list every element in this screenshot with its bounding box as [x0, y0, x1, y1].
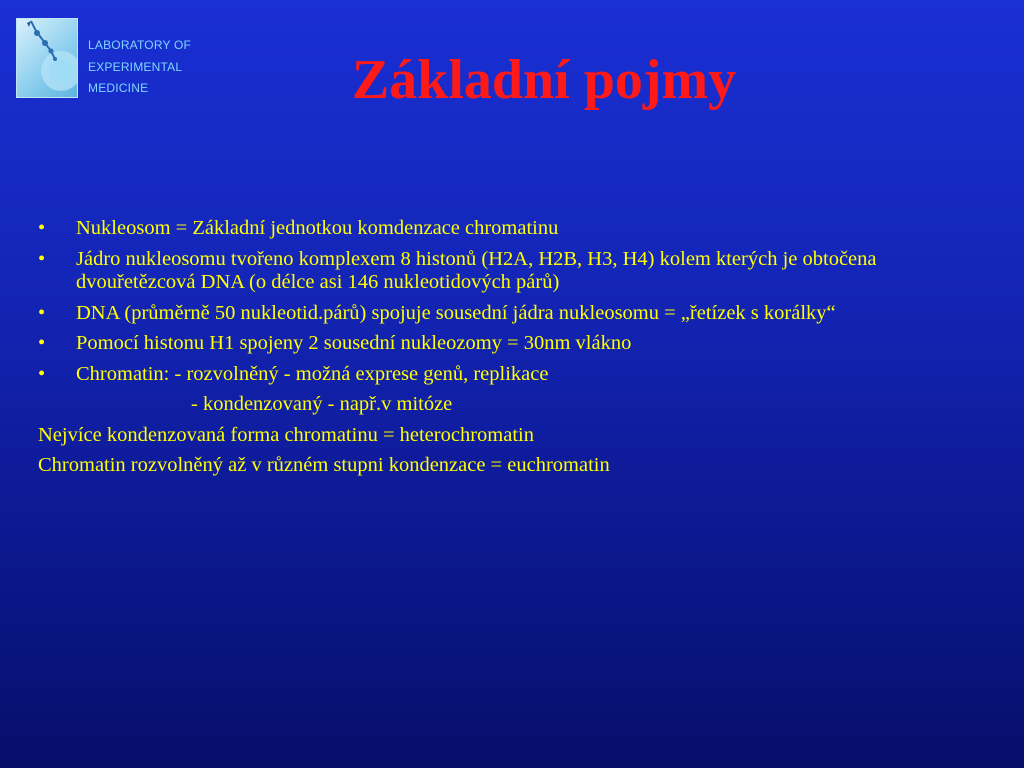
lab-name-line-1: LABORATORY OF [88, 38, 192, 52]
bullet-icon: • [38, 217, 46, 239]
bullet-list [38, 217, 998, 386]
bullet-item [38, 332, 998, 356]
bullet-item [38, 248, 998, 295]
definition-euchromatin: Chromatin rozvolněný až v různém stupni kondenzace = euchromatin [38, 454, 610, 476]
bullet-item [38, 302, 998, 326]
bullet-text: Chromatin: - rozvolněný - možná exprese genů, replikace [76, 362, 549, 385]
bullet-text: Pomocí histonu H1 spojeny 2 sousední nukleozomy = 30nm vlákno [76, 332, 632, 354]
bullet-icon: • [38, 301, 46, 324]
bullet-icon: • [38, 332, 46, 354]
slide-title: Základní pojmy [351, 49, 737, 111]
definition-heterochromatin: Nejvíce kondenzovaná forma chromatinu = heterochromatin [38, 423, 534, 446]
lab-name-line-2: EXPERIMENTAL [88, 59, 183, 74]
bullet-item [38, 217, 998, 241]
lab-name-line-3: MEDICINE [88, 81, 149, 95]
bullet-text: Jádro nukleosomu tvořeno komplexem 8 histonů (H2A, H2B, H3, H4) kolem kterých je obtočena dvouřetězcová DNA (o délce asi 146 nukleotidových párů) [76, 247, 877, 293]
bullet-icon: • [38, 247, 46, 270]
bullet-icon: • [38, 362, 46, 385]
bullet-text: Nukleosom = Základní jednotkou komdenzace chromatinu [76, 217, 559, 239]
bullet-item [38, 363, 998, 387]
bullet-continuation: - kondenzovaný - např.v mitóze [191, 393, 453, 415]
slide-body [38, 217, 998, 485]
bullet-text: DNA (průměrně 50 nukleotid.párů) spojuje sousední jádra nukleosomu = „řetízek s korálky“ [76, 301, 836, 324]
